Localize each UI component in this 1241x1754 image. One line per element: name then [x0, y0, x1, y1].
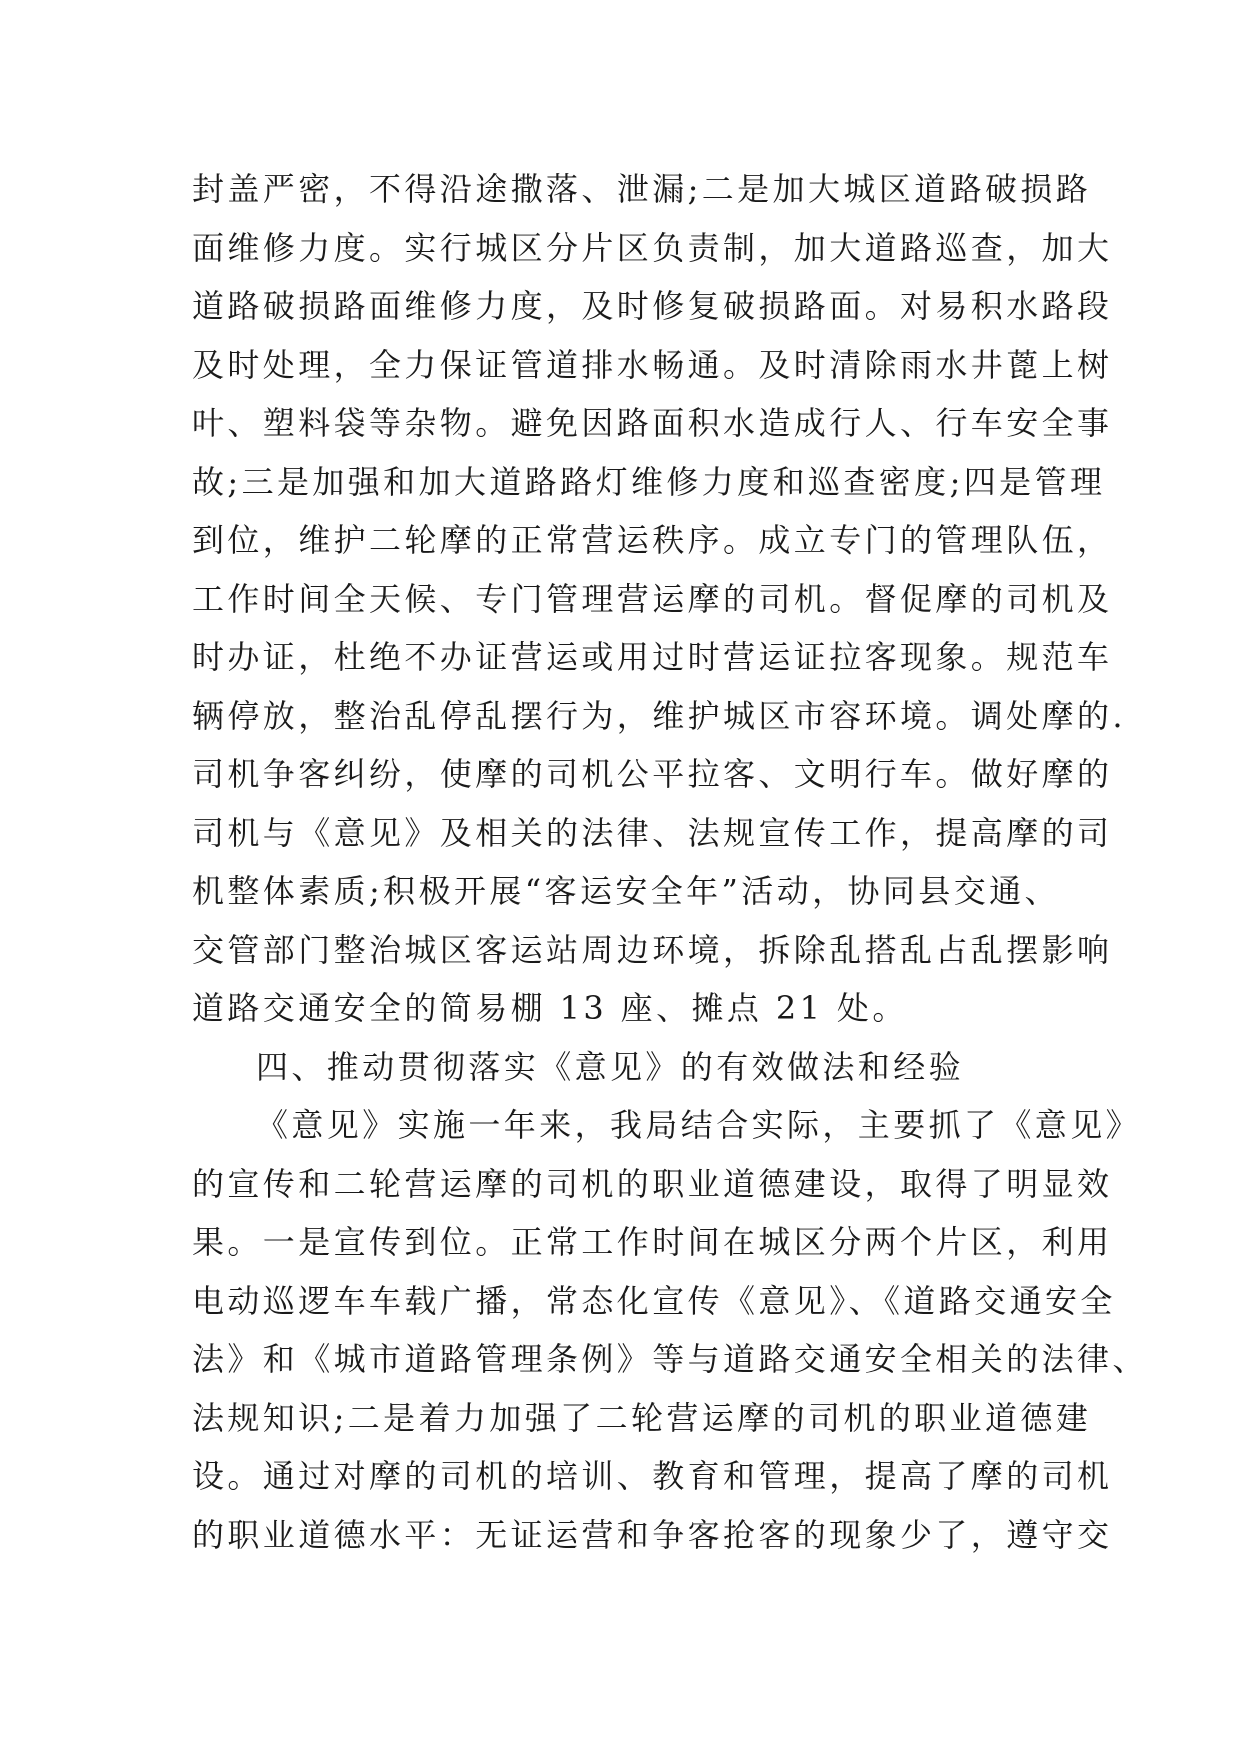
- text-line: 面维修力度。实行城区分片区负责制，加大道路巡查，加大: [192, 228, 1113, 267]
- text-line: 法规知识;二是着力加强了二轮营运摩的司机的职业道德建: [192, 1398, 1092, 1437]
- text-line: 叶、塑料袋等杂物。避免因路面积水造成行人、行车安全事: [192, 404, 1113, 442]
- text-line: 到位，维护二轮摩的正常营运秩序。成立专门的管理队伍，: [192, 521, 1113, 559]
- body-text: [192, 160, 1148, 1564]
- text-line: 司机与《意见》及相关的法律、法规宣传工作，提高摩的司: [192, 813, 1113, 852]
- text-line: 及时处理，全力保证管道排水畅通。及时清除雨水井蓖上树: [192, 345, 1113, 384]
- text-line: 司机争客纠纷，使摩的司机公平拉客、文明行车。做好摩的: [192, 755, 1113, 793]
- text-line: 果。一是宣传到位。正常工作时间在城区分两个片区，利用: [192, 1223, 1113, 1261]
- text-line: 道路破损路面维修力度，及时修复破损路面。对易积水路段: [192, 287, 1113, 325]
- text-line: 时办证，杜绝不办证营运或用过时营运证拉客现象。规范车: [192, 638, 1113, 676]
- text-line: 设。通过对摩的司机的培训、教育和管理，提高了摩的司机: [192, 1457, 1113, 1495]
- text-line: 工作时间全天候、专门管理营运摩的司机。督促摩的司机及: [192, 579, 1113, 618]
- text-line: 电动巡逻车车载广播，常态化宣传《意见》、《道路交通安全: [192, 1281, 1116, 1320]
- text-line: 的宣传和二轮营运摩的司机的职业道德建设，取得了明显效: [192, 1164, 1113, 1203]
- text-line: 法》和《城市道路管理条例》等与道路交通安全相关的法律、: [192, 1340, 1148, 1378]
- text-line: 交管部门整治城区客运站周边环境，拆除乱搭乱占乱摆影响: [192, 930, 1113, 969]
- text-line: 故;三是加强和加大道路路灯维修力度和巡查密度;四是管理: [192, 462, 1106, 501]
- text-line: 道路交通安全的简易棚 13 座、摊点 21 处。: [192, 989, 908, 1027]
- section-heading: 四、推动贯彻落实《意见》的有效做法和经验: [256, 1047, 965, 1086]
- text-line: 的职业道德水平：无证运营和争客抢客的现象少了，遵守交: [192, 1515, 1113, 1554]
- text-line: 辆停放，整治乱停乱摆行为，维护城区市容环境。调处摩的.: [192, 696, 1126, 735]
- paragraph-first-line: 《意见》实施一年来，我局结合实际，主要抓了《意见》: [256, 1106, 1142, 1144]
- text-line: 封盖严密，不得沿途撒落、泄漏;二是加大城区道路破损路: [192, 170, 1092, 208]
- text-line: 机整体素质;积极开展“客运安全年”活动，协同县交通、: [192, 872, 1060, 910]
